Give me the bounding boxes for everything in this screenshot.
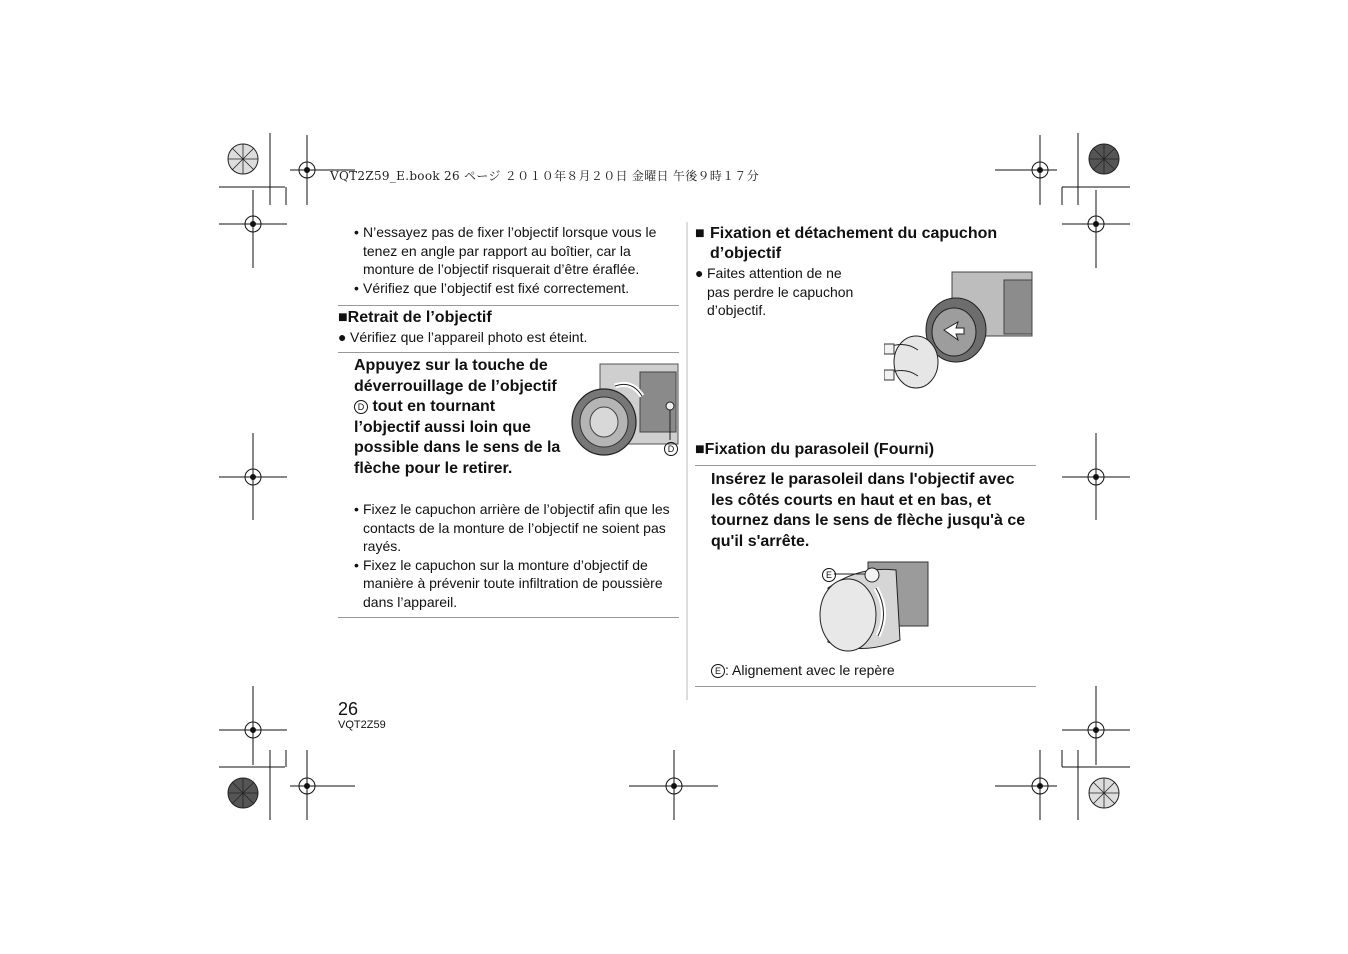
left-notes-top — [354, 223, 679, 297]
marker-d-callout: D — [664, 442, 678, 456]
lens-cap-illustration — [884, 270, 1034, 395]
divider — [338, 617, 679, 618]
lens-hood-illustration — [818, 560, 930, 655]
black-square-icon: ■ — [695, 441, 705, 458]
black-square-icon: ■ — [695, 225, 705, 242]
marker-d: D — [354, 400, 368, 414]
section-title-retrait: ■Retrait de l’objectif — [338, 309, 492, 326]
marker-e-callout: E — [822, 568, 836, 582]
section-note: ● Vérifiez que l’appareil photo est éteint. — [338, 329, 588, 345]
divider — [338, 352, 679, 353]
note-item: • Fixez le capuchon sur la monture d’objectif de manière à prévenir toute infiltration de poussière dans l’appareil. — [354, 556, 663, 610]
note-item: • Fixez le capuchon arrière de l’objectif afin que les contacts de la monture de l’objectif ne soient pas rayés. — [354, 501, 670, 554]
divider — [695, 686, 1036, 687]
print-header: VQT2Z59_E.book 26 ページ ２０１０年８月２０日 金曜日 午後９時１７分 — [330, 169, 760, 183]
hood-caption: E : Alignement avec le repère — [711, 661, 1041, 680]
section-title-parasoleil: ■Fixation du parasoleil (Fourni) — [695, 441, 935, 458]
bullet-icon: ● — [695, 265, 704, 281]
model-code: VQT2Z59 — [338, 719, 386, 731]
note-item: • N’essayez pas de fixer l’objectif lorsque vous le tenez en angle par rapport au boîtier, car la monture de l’objectif risquerait d’être éraflée. — [354, 224, 657, 277]
divider — [695, 465, 1036, 466]
note-item: • Vérifiez que l’objectif est fixé correctement. — [354, 279, 630, 296]
bullet-icon: ● — [338, 329, 347, 345]
parasoleil-step: Insérez le parasoleil dans l'objectif avec les côtés courts en haut et en bas, et tournez dans le sens de flèche jusqu'à ce qu'il s'arrête. — [711, 471, 1026, 550]
divider — [338, 305, 679, 306]
capuchon-note: ● Faites attention de ne pas perdre le capuchon d’objectif. — [695, 265, 854, 318]
marker-e: E — [711, 664, 725, 678]
page-number: 26 — [338, 699, 359, 719]
black-square-icon: ■ — [338, 309, 348, 326]
step-instruction: Appuyez sur la touche de déverrouillage de l’objectif D tout en tournant l’objectif aussi loin que possible dans le sens de la flèche pour le retirer. — [354, 357, 561, 477]
left-notes-bottom — [354, 500, 679, 611]
lens-removal-illustration — [570, 362, 680, 462]
section-title-capuchon: ■ Fixation et détachement du capuchon d’objectif — [695, 225, 998, 262]
